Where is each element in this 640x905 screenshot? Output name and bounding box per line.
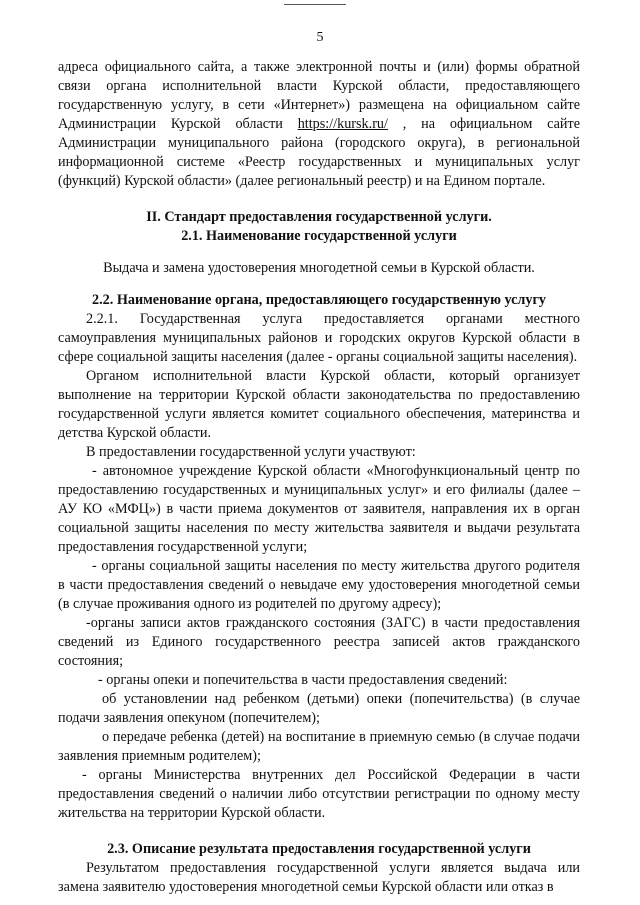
document-body	[58, 58, 580, 897]
executive-body-paragraph: Органом исполнительной власти Курской области, который организует выполнение на территории Курской области законодательства по предоставлению государственной услуги является комитет социального обеспечения, материнства и детства Курской области.	[58, 368, 580, 441]
intro-text-end: , на официальном сайте Администрации муниципального района (городского округа), в региональной информационной системе «Реестр государственных и муниципальных услуг (функций) Курской области» (далее региональный реестр) и на Едином портале.	[58, 116, 580, 189]
paragraph-2-2-1: 2.2.1. Государственная услуга предоставляется органами местного самоуправления муниципальных районов и городских округов Курской области в сфере социальной защиты населения (далее - органы социальной защиты населения).	[58, 311, 580, 365]
participant-zags: -органы записи актов гражданского состояния (ЗАГС) в части предоставления сведений из Единого государственного реестра записей актов гражданского состояния;	[58, 615, 580, 669]
section-2-2-title: 2.2. Наименование органа, предоставляющего государственную услугу	[91, 292, 547, 308]
participant-social-protection: - органы социальной защиты населения по месту жительства другого родителя в части предоставления сведений о невыдаче ему удостоверения многодетной семьи (в случае проживания одного из родителей по другому адресу);	[58, 558, 580, 612]
section-2-title: II. Стандарт предоставления государственной услуги.	[146, 209, 492, 225]
participant-mfc: - автономное учреждение Курской области «Многофункциональный центр по предоставлению государственных и муниципальных услуг» и его филиалы (далее – АУ КО «МФЦ») в части приема документов от заявителя, направления их в орган социальной защиты населения по месту жительства заявителя и выдачи результата предоставления государственной услуги;	[58, 463, 580, 555]
participants-intro: В предоставлении государственной услуги участвуют:	[86, 444, 416, 460]
participant-mvd: - органы Министерства внутренних дел Российской Федерации в части предоставления сведений о наличии либо отсутствии регистрации по одному месту жительства на территории Курской области.	[58, 767, 580, 821]
section-2-3-title: 2.3. Описание результата предоставления государственной услуги	[107, 841, 531, 857]
guardianship-item-custody: об установлении над ребенком (детьми) опеки (попечительства) (в случае подачи заявления опекуном (попечителем);	[58, 691, 580, 726]
intro-paragraph	[58, 58, 580, 191]
top-edge-mark	[284, 0, 346, 5]
guardianship-item-foster: о передаче ребенка (детей) на воспитание в приемную семью (в случае подачи заявления приемным родителем);	[58, 729, 580, 764]
participant-guardianship: - органы опеки и попечительства в части предоставления сведений:	[98, 672, 508, 688]
page-number: 5	[316, 30, 324, 45]
service-name: Выдача и замена удостоверения многодетной семьи в Курской области.	[103, 260, 535, 276]
section-2-1-title: 2.1. Наименование государственной услуги	[181, 228, 457, 244]
intro-text-start: адреса официального сайта, а также электронной почты и (или) формы обратной связи органа исполнительной власти Курской области, предоставляющего государственную услугу, в сети «Интернет») размещена на официальном сайте Администрации Курской области	[58, 59, 580, 132]
result-paragraph: Результатом предоставления государственной услуги является выдача или замена заявителю удостоверения многодетной семьи Курской области или отказ в	[58, 860, 580, 895]
kursk-site-link[interactable]: https://kursk.ru/	[297, 116, 388, 132]
